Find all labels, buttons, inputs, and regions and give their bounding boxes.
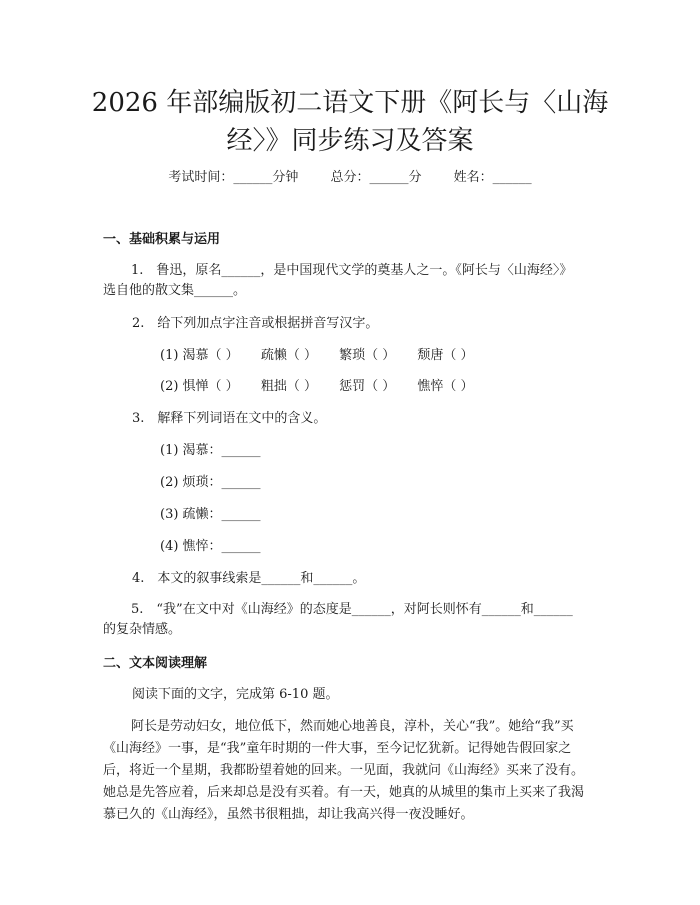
section-2-heading: 二、文本阅读理解 <box>103 656 208 671</box>
q3-item-2: (2) 烦琐：______ <box>160 475 261 490</box>
q2-item: 繁琐（ ） <box>339 348 396 363</box>
title-line-1: 2026 年部编版初二语文下册《阿长与〈山海 <box>91 88 609 118</box>
q2-item: (1) 渴慕（ ） <box>160 348 239 363</box>
question-1: 1. 鲁迅，原名______，是中国现代文学的奠基人之一。《阿长与〈山海经〉》选自他的散文集______。 <box>103 263 573 298</box>
q3-item-4: (4) 憔悴：______ <box>160 539 261 554</box>
exam-time: 考试时间：______分钟 <box>168 170 299 185</box>
q3-item-1: (1) 渴慕：______ <box>160 443 261 458</box>
reading-passage: 阿长是劳动妇女，地位低下，然而她心地善良，淳朴，关心“我”。她给“我”买《山海经》一事，是“我”童年时期的一件大事，至今记忆犹新。记得她告假回家之后，将近一个星期，我都盼望着她的回来。一见面，我就问《山海经》买来了没有。她总是先答应着，后来却总是没有买着。有一天，她真的从城里的集市上买来了我渴慕已久的《山海经》，虽然书很粗拙，却让我高兴得一夜没睡好。 <box>103 719 585 822</box>
question-3: 3. 解释下列词语在文中的含义。 <box>132 411 327 426</box>
q2-item: 颓唐（ ） <box>417 348 474 363</box>
exam-score: 总分：______分 <box>330 170 422 185</box>
reading-intro: 阅读下面的文字，完成第 6-10 题。 <box>132 687 339 702</box>
question-4: 4. 本文的叙事线索是______和______。 <box>132 571 366 586</box>
section-1-heading: 一、基础积累与运用 <box>103 232 221 247</box>
document-title <box>80 84 620 160</box>
q2-item: 憔悴（ ） <box>417 379 474 394</box>
exam-meta <box>0 168 700 188</box>
q2-item: 惩罚（ ） <box>339 379 396 394</box>
title-line-2: 经〉》同步练习及答案 <box>226 126 474 156</box>
q2-item: 疏懒（ ） <box>260 348 317 363</box>
q2-item: 粗拙（ ） <box>260 379 317 394</box>
question-2-row-2 <box>160 377 492 397</box>
question-5: 5. “我”在文中对《山海经》的态度是______，对阿长则怀有______和______的复杂情感。 <box>103 602 573 637</box>
question-2: 2. 给下列加点字注音或根据拼音写汉字。 <box>132 316 379 331</box>
question-2-row-1 <box>160 346 492 366</box>
q3-item-3: (3) 疏懒：______ <box>160 507 261 522</box>
q2-item: (2) 惧惮（ ） <box>160 379 239 394</box>
student-name: 姓名：______ <box>453 170 532 185</box>
